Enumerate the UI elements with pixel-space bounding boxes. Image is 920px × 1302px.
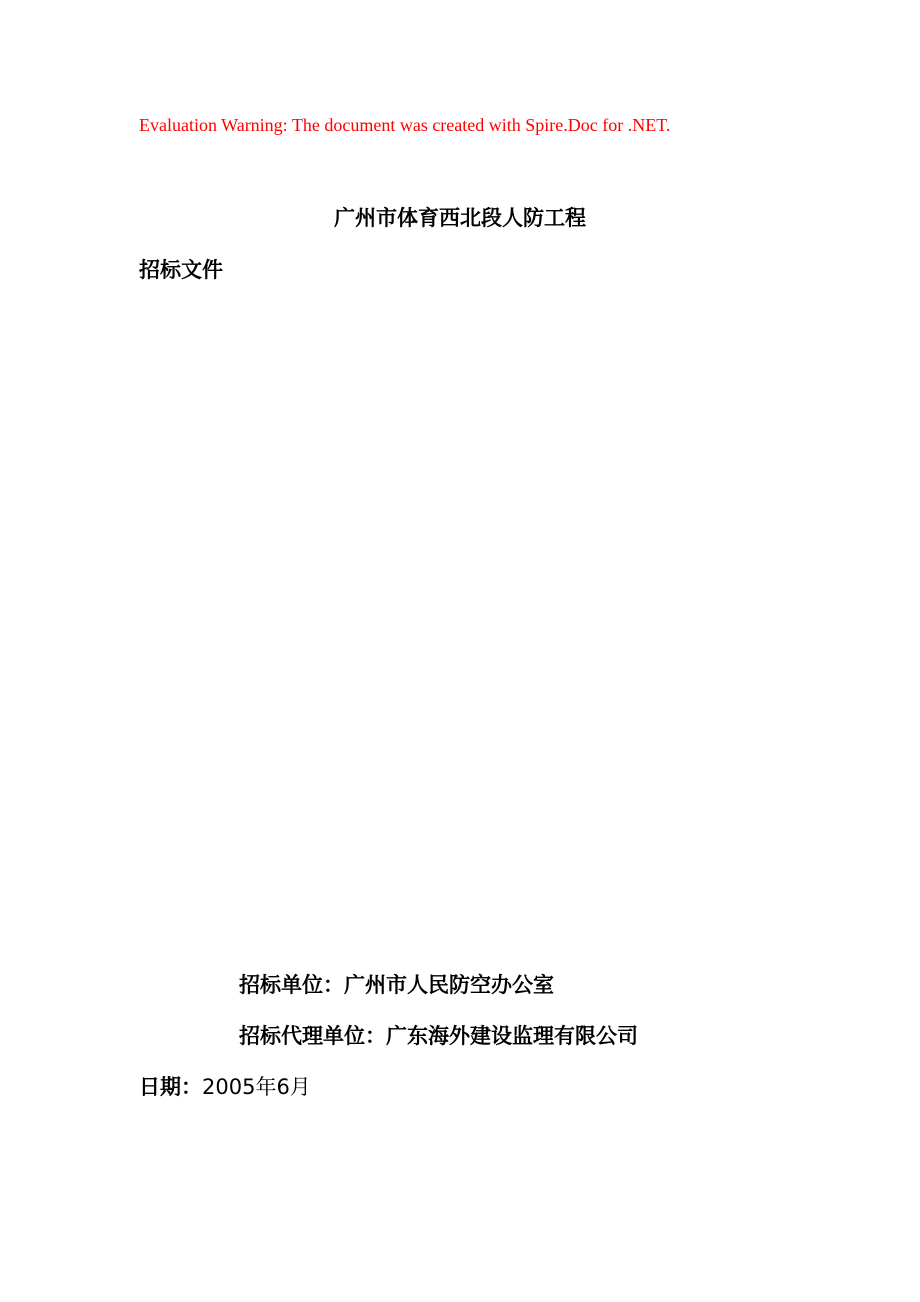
date-value: 2005年6月 [202, 1075, 311, 1099]
tender-unit: 招标单位：广州市人民防空办公室 [239, 973, 554, 997]
tender-agent-unit: 招标代理单位：广东海外建设监理有限公司 [239, 1024, 638, 1048]
document-title: 广州市体育西北段人防工程 [334, 206, 586, 230]
date-line [139, 1073, 311, 1101]
document-subtitle: 招标文件 [139, 258, 223, 282]
evaluation-warning: Evaluation Warning: The document was created with Spire.Doc for .NET. [139, 115, 671, 135]
date-label: 日期： [139, 1075, 202, 1099]
